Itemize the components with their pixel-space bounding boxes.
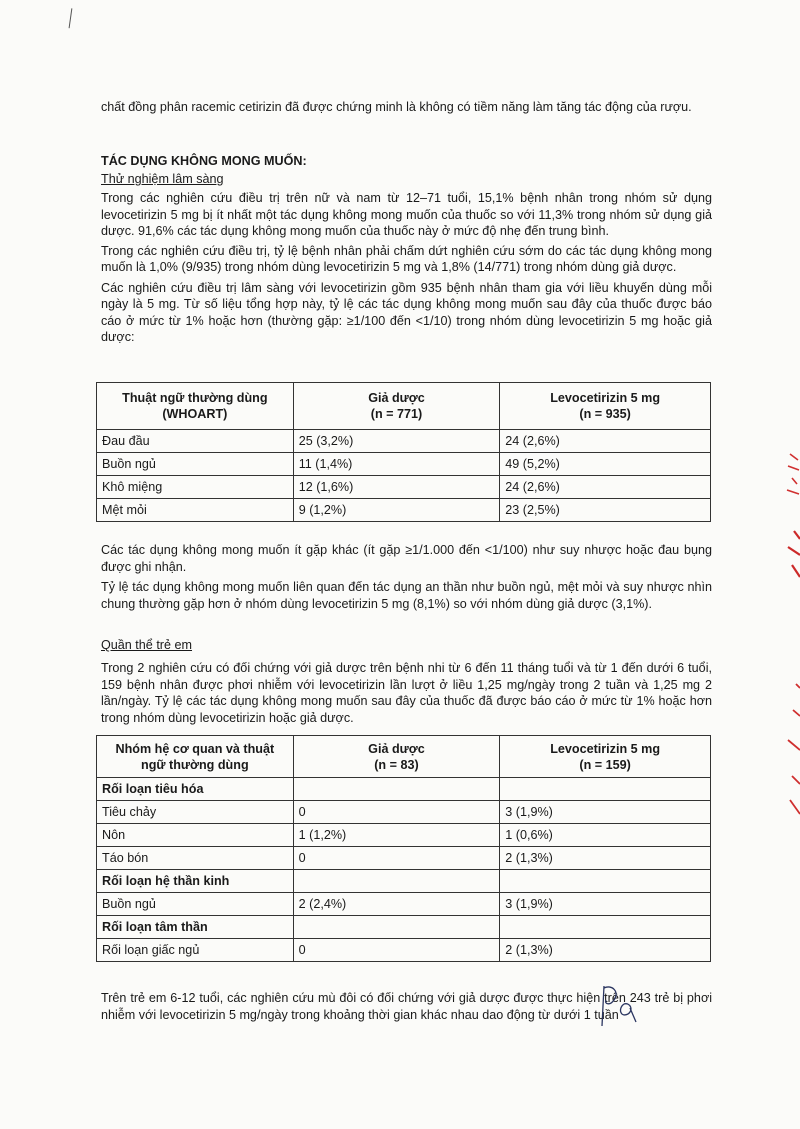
table-row: Buồn ngủ 11 (1,4%) 49 (5,2%) xyxy=(97,453,711,476)
header-levocetirizin: Levocetirizin 5 mg (n = 935) xyxy=(500,383,711,430)
table-header-row xyxy=(97,736,711,778)
intro-paragraph xyxy=(101,99,712,116)
table-header-row xyxy=(97,383,711,430)
intro-text: chất đồng phân racemic cetirizin đã được chứng minh là không có tiềm năng làm tăng tác động của rượu. xyxy=(101,100,692,114)
table-row: Buồn ngủ 2 (2,4%) 3 (1,9%) xyxy=(97,893,711,916)
stamp-fragment-middle xyxy=(784,525,800,585)
clinical-paragraphs xyxy=(101,190,712,346)
paragraph-2: Trong các nghiên cứu điều trị, tỷ lệ bệnh nhân phải chấm dứt nghiên cứu sớm do các tác dụng không mong muốn là 1,0% (9/935) trong nhóm dùng levocetirizin 5 mg và 1,8% (14/771) trong nhóm dùng giả dược. xyxy=(101,243,712,274)
table-group-row: Rối loạn hệ thần kinh xyxy=(97,870,711,893)
section-title: TÁC DỤNG KHÔNG MONG MUỐN: xyxy=(101,154,307,168)
paragraph-1: Trong các nghiên cứu điều trị trên nữ và nam từ 12–71 tuổi, 15,1% bệnh nhân trong nhóm sử dụng levocetirizin 5 mg bị ít nhất một tác dụng không mong muốn của thuốc so với 11,3% trong nhóm sử dụng giả dược. 91,6% các tác dụng không mong muốn của thuốc này ở mức độ nhẹ đến trung bình. xyxy=(101,191,712,238)
table-group-row: Rối loạn tiêu hóa xyxy=(97,778,711,801)
table-row: Mệt mỏi 9 (1,2%) 23 (2,5%) xyxy=(97,499,711,522)
pediatric-paragraph xyxy=(101,660,712,726)
adverse-effects-table-adults xyxy=(96,382,711,522)
header-placebo: Giả dược (n = 771) xyxy=(293,383,500,430)
paragraph-6: Trong 2 nghiên cứu có đối chứng với giả dược trên bệnh nhi từ 6 đến 11 tháng tuổi và từ 1 đến dưới 6 tuổi, 159 bệnh nhân được phơi nhiễm với levocetirizin lần lượt ở liều 1,25 mg/ngày trong 2 tuần và 1,25 mg 2 lần/ngày. Tỷ lệ các tác dụng không mong muốn sau đây của thuốc đã được báo cáo ở mức từ 1% hoặc hơn trong nhóm dùng levocetirizin hoặc giả dược. xyxy=(101,661,712,725)
subheading-pediatric: Quần thể trẻ em xyxy=(101,638,193,652)
paragraph-7: Trên trẻ em 6-12 tuổi, các nghiên cứu mù đôi có đối chứng với giả dược được thực hiện trên 243 trẻ bị phơi nhiễm với levocetirizin 5 mg/ngày trong khoảng thời gian khác nhau dao động từ dưới 1 tuần xyxy=(101,991,712,1022)
subheading-clinical-trials: Thử nghiệm lâm sàng xyxy=(101,172,224,186)
header-placebo: Giả dược (n = 83) xyxy=(293,736,500,778)
table-group-row: Rối loạn tâm thần xyxy=(97,916,711,939)
adverse-effects-table-pediatric xyxy=(96,735,711,962)
stamp-fragment-top xyxy=(784,450,800,500)
paragraph-3: Các nghiên cứu điều trị lâm sàng với levocetirizin gồm 935 bệnh nhân tham gia với liều khuyến dùng mỗi ngày là 5 mg. Từ số liệu tổng hợp này, tỷ lệ các tác dụng không mong muốn sau đây của thuốc được báo cáo ở mức từ 1% hoặc hơn (thường gặp: ≥1/100 đến <1/10) trong nhóm dùng levocetirizin 5 mg hoặc giả dược: xyxy=(101,280,712,344)
scan-mark xyxy=(65,8,73,29)
header-levocetirizin: Levocetirizin 5 mg (n = 159) xyxy=(500,736,711,778)
header-term: Nhóm hệ cơ quan và thuật ngữ thường dùng xyxy=(97,736,294,778)
post-table-paragraphs xyxy=(101,542,712,612)
table-row: Rối loạn giấc ngủ 0 2 (1,3%) xyxy=(97,939,711,962)
table-row: Khô miệng 12 (1,6%) 24 (2,6%) xyxy=(97,476,711,499)
table-row: Nôn 1 (1,2%) 1 (0,6%) xyxy=(97,824,711,847)
paragraph-5: Tỷ lệ tác dụng không mong muốn liên quan đến tác dụng an thần như buồn ngủ, mệt mỏi và suy nhược nhìn chung thường gặp hơn ở nhóm dùng levocetirizin 5 mg (8,1%) so với nhóm dùng giả dược (3,1%). xyxy=(101,580,712,611)
table-row: Táo bón 0 2 (1,3%) xyxy=(97,847,711,870)
table-row: Tiêu chảy 0 3 (1,9%) xyxy=(97,801,711,824)
table-row: Đau đầu 25 (3,2%) 24 (2,6%) xyxy=(97,430,711,453)
stamp-fragment-bottom xyxy=(784,680,800,820)
handwritten-initials xyxy=(590,978,670,1038)
paragraph-4: Các tác dụng không mong muốn ít gặp khác (ít gặp ≥1/1.000 đến <1/100) như suy nhược hoặc đau bụng được ghi nhận. xyxy=(101,543,712,574)
header-term: Thuật ngữ thường dùng (WHOART) xyxy=(97,383,294,430)
